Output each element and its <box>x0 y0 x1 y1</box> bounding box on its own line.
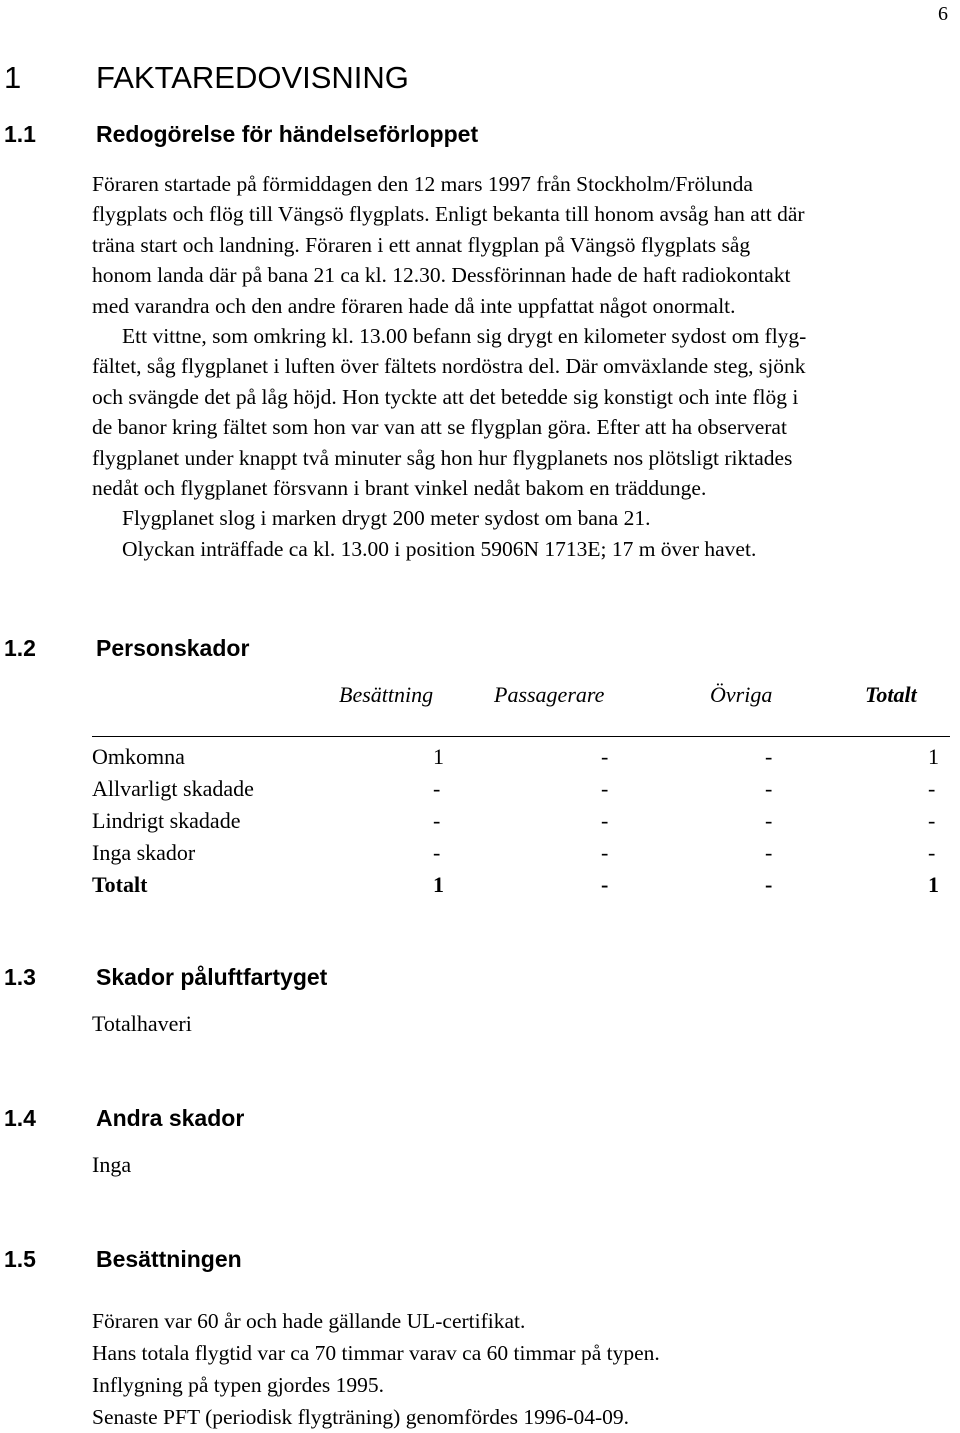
table-cell: - <box>601 744 609 769</box>
text-line: träna start och landning. Föraren i ett annat flygplan på Vängsö flygplats såg <box>92 232 751 257</box>
table-row <box>92 744 952 776</box>
subsection-number: 1.4 <box>4 1105 36 1131</box>
aircraft-damage-text: Totalhaveri <box>92 1011 192 1036</box>
table-cell: - <box>601 872 609 897</box>
table-cell: - <box>433 776 441 801</box>
table-cell: 1 <box>433 872 444 897</box>
table-cell: - <box>765 840 773 865</box>
table-cell: 1 <box>433 744 444 769</box>
table-rule <box>92 736 950 737</box>
text-line: och svängde det på låg höjd. Hon tyckte att det betedde sig konstigt och inte flög i <box>92 384 799 409</box>
table-cell: - <box>928 840 936 865</box>
section-heading <box>4 60 604 96</box>
row-label: Totalt <box>92 872 148 897</box>
table-cell: - <box>433 840 441 865</box>
subsection-heading-1-4 <box>4 1104 704 1132</box>
row-label: Allvarligt skadade <box>92 776 254 801</box>
table-cell: 1 <box>928 744 939 769</box>
table-cell: - <box>765 808 773 833</box>
text-line: flygplats och flög till Vängsö flygplats. Enligt bekanta till honom avsåg han att där <box>92 202 805 227</box>
table-cell: - <box>928 776 936 801</box>
table-cell: - <box>601 776 609 801</box>
table-cell: - <box>765 872 773 897</box>
subsection-heading-1-3 <box>4 963 704 991</box>
text-line: Ett vittne, som omkring kl. 13.00 befann sig drygt en kilometer sydost om flyg- <box>122 324 807 349</box>
text-line: fältet, såg flygplanet i luften över fältets nordöstra del. Där omväxlande steg, sjönk <box>92 354 806 379</box>
subsection-heading-1-5 <box>4 1245 704 1273</box>
subsection-heading-1-1 <box>4 120 704 148</box>
table-cell: - <box>433 808 441 833</box>
crew-details <box>92 1305 952 1433</box>
column-header: Passagerare <box>494 682 605 707</box>
subsection-number: 1.2 <box>4 635 36 661</box>
text-line: med varandra och den andre föraren hade då inte uppfattat något onormalt. <box>92 293 736 318</box>
section-title: FAKTAREDOVISNING <box>96 60 409 95</box>
injury-table <box>92 682 952 897</box>
text-line: Föraren var 60 år och hade gällande UL-certifikat. <box>92 1309 526 1333</box>
page-number: 6 <box>938 3 948 25</box>
text-line: flygplanet under knappt två minuter såg hon hur flygplanets nos plötsligt riktades <box>92 445 793 470</box>
text-line: nedåt och flygplanet försvann i brant vinkel nedåt bakom en träddunge. <box>92 476 707 501</box>
table-cell: - <box>601 808 609 833</box>
text-line: de banor kring fältet som hon var van att se flygplan göra. Efter att ha observerat <box>92 415 787 440</box>
column-header: Besättning <box>339 682 434 707</box>
subsection-number: 1.3 <box>4 964 36 990</box>
table-cell: 1 <box>928 872 939 897</box>
column-header: Totalt <box>865 682 917 707</box>
other-damage-text: Inga <box>92 1152 132 1177</box>
subsection-title: Skador påluftfartyget <box>96 964 328 990</box>
subsection-title: Besättningen <box>96 1246 242 1272</box>
row-label: Omkomna <box>92 744 185 769</box>
table-row <box>92 776 952 808</box>
event-narrative <box>92 169 952 564</box>
table-row <box>92 808 952 840</box>
text-line: Flygplanet slog i marken drygt 200 meter sydost om bana 21. <box>122 506 651 531</box>
subsection-number: 1.1 <box>4 121 36 147</box>
row-label: Lindrigt skadade <box>92 808 241 833</box>
text-line: Hans totala flygtid var ca 70 timmar varav ca 60 timmar på typen. <box>92 1341 660 1365</box>
table-row-total <box>92 872 952 904</box>
subsection-title: Andra skador <box>96 1105 245 1131</box>
subsection-title: Personskador <box>96 635 250 661</box>
text-line: Senaste PFT (periodisk flygträning) genomfördes 1996-04-09. <box>92 1405 630 1429</box>
table-header <box>92 682 952 722</box>
text-line: honom landa där på bana 21 ca kl. 12.30. Dessförinnan hade de haft radiokontakt <box>92 263 791 288</box>
table-row <box>92 840 952 872</box>
text-line: Föraren startade på förmiddagen den 12 mars 1997 från Stockholm/Frölunda <box>92 172 753 196</box>
subsection-title: Redogörelse för händelseförloppet <box>96 121 479 147</box>
section-number: 1 <box>4 60 22 95</box>
table-cell: - <box>765 776 773 801</box>
subsection-number: 1.5 <box>4 1246 36 1272</box>
text-line: Olyckan inträffade ca kl. 13.00 i position 5906N 1713E; 17 m över havet. <box>122 536 757 561</box>
table-cell: - <box>601 840 609 865</box>
table-cell: - <box>928 808 936 833</box>
column-header: Övriga <box>710 682 773 707</box>
row-label: Inga skador <box>92 840 196 865</box>
text-line: Inflygning på typen gjordes 1995. <box>92 1373 384 1397</box>
table-cell: - <box>765 744 773 769</box>
subsection-heading-1-2 <box>4 634 704 662</box>
